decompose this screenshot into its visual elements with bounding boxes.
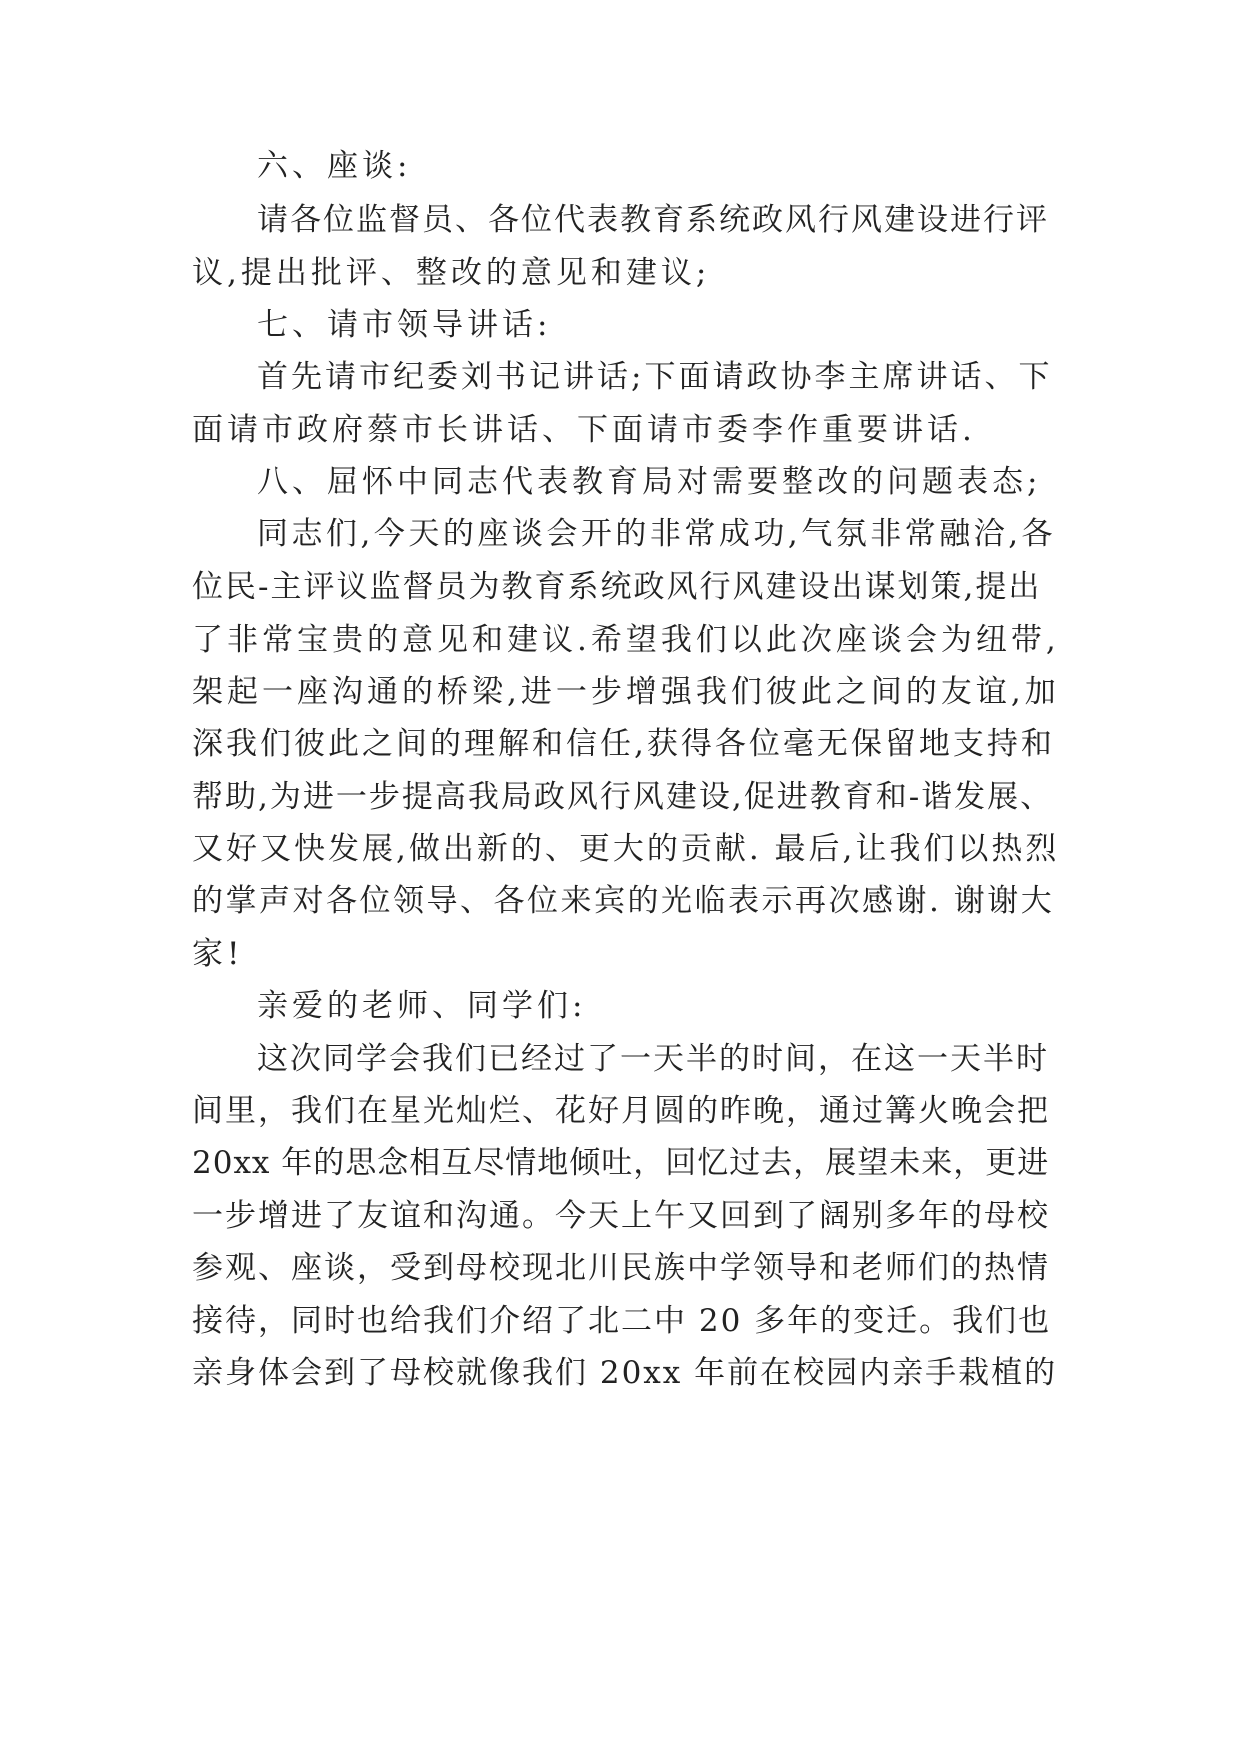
paragraph-line: 参观、座谈，受到母校现北川民族中学领导和老师们的热情 — [192, 1250, 1050, 1286]
paragraph-line: 深我们彼此之间的理解和信任,获得各位毫无保留地支持和 — [192, 726, 1055, 762]
salutation: 亲爱的老师、同学们: — [257, 988, 587, 1024]
paragraph-line: 间里，我们在星光灿烂、花好月圆的昨晚，通过篝火晚会把 — [192, 1093, 1050, 1129]
paragraph-line: 架起一座沟通的桥梁,进一步增强我们彼此之间的友谊,加 — [192, 674, 1060, 710]
paragraph-line: 请各位监督员、各位代表教育系统政风行风建设进行评 — [257, 202, 1049, 238]
paragraph-line: 面请市政府蔡市长讲话、下面请市委李作重要讲话. — [192, 412, 976, 448]
section-heading-statement: 八、屈怀中同志代表教育局对需要整改的问题表态; — [257, 464, 1042, 500]
section-heading-forum: 六、座谈: — [257, 148, 412, 184]
paragraph-line: 家! — [192, 936, 244, 972]
paragraph-line: 20xx 年的思念相互尽情地倾吐，回忆过去，展望未来，更进 — [192, 1145, 1050, 1181]
paragraph-line: 一步增进了友谊和沟通。今天上午又回到了阔别多年的母校 — [192, 1198, 1050, 1234]
paragraph-line: 接待，同时也给我们介绍了北二中 20 多年的变迁。我们也 — [192, 1303, 1052, 1339]
paragraph-line: 位民-主评议监督员为教育系统政风行风建设出谋划策,提出 — [192, 569, 1042, 605]
paragraph-line: 议,提出批评、整改的意见和建议; — [192, 255, 711, 291]
paragraph-line: 这次同学会我们已经过了一天半的时间，在这一天半时 — [257, 1041, 1049, 1077]
paragraph-line: 帮助,为进一步提高我局政风行风建设,促进教育和-谐发展、 — [192, 779, 1054, 815]
paragraph-line: 又好又快发展,做出新的、更大的贡献. 最后,让我们以热烈 — [192, 831, 1060, 867]
paragraph-line: 同志们,今天的座谈会开的非常成功,气氛非常融洽,各 — [257, 516, 1057, 552]
paragraph-line: 首先请市纪委刘书记讲话;下面请政协李主席讲话、下 — [257, 359, 1053, 395]
paragraph-line: 了非常宝贵的意见和建议.希望我们以此次座谈会为纽带, — [192, 622, 1060, 658]
paragraph-line: 亲身体会到了母校就像我们 20xx 年前在校园内亲手栽植的 — [192, 1355, 1058, 1391]
paragraph-line: 的掌声对各位领导、各位来宾的光临表示再次感谢. 谢谢大 — [192, 883, 1055, 919]
section-heading-leader-speech: 七、请市领导讲话: — [257, 307, 552, 343]
